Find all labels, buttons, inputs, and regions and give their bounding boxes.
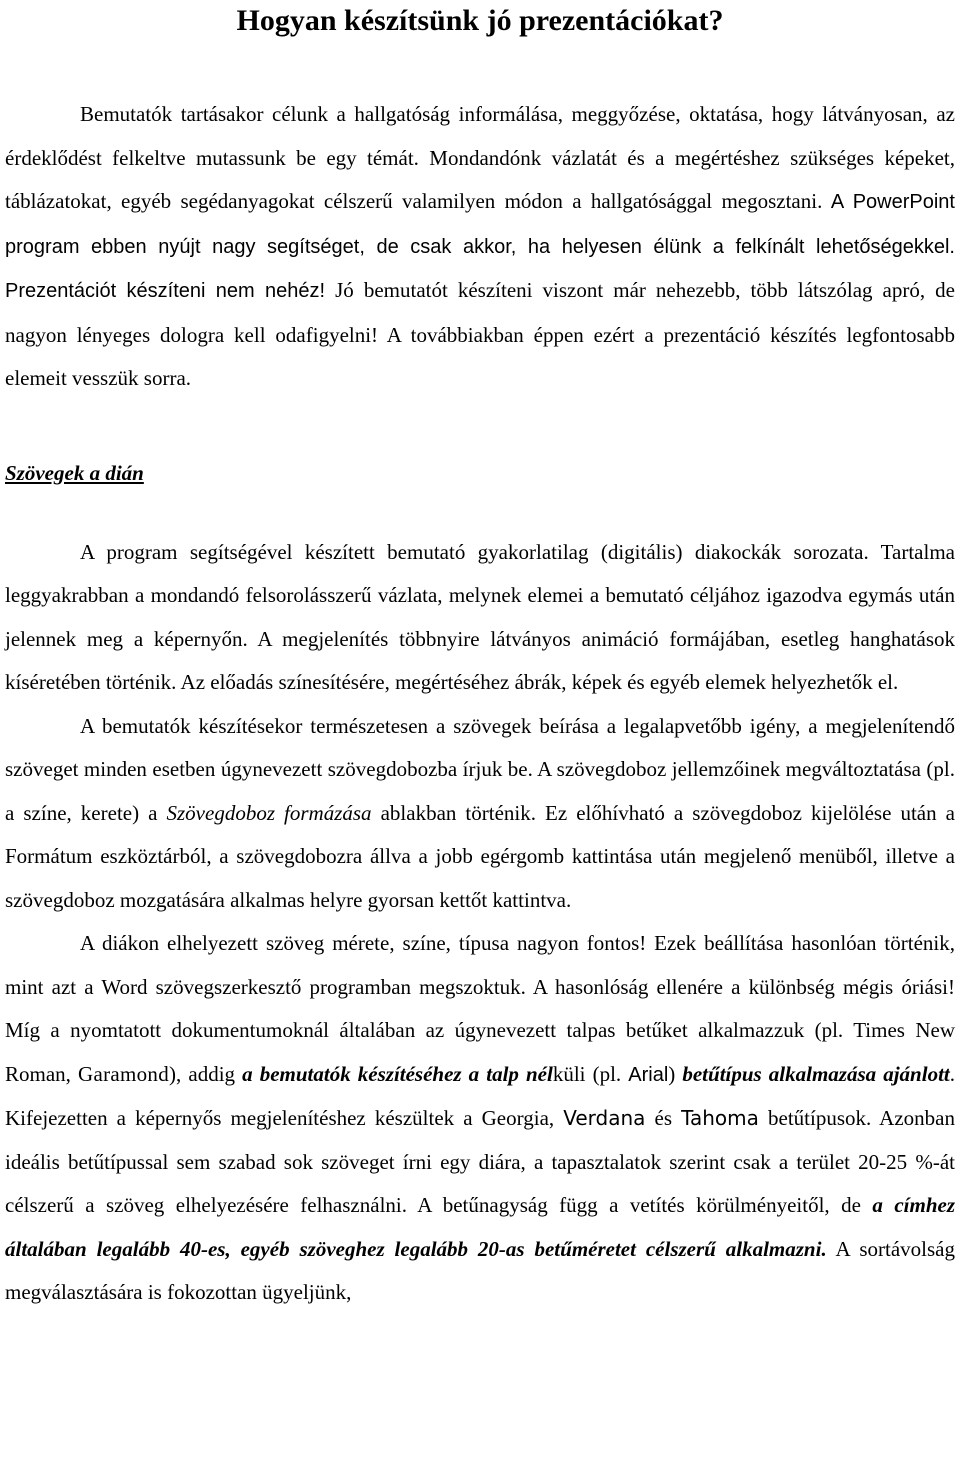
- document-page: [5, 0, 955, 1315]
- intro-text-3: Jó bemutatót készíteni viszont már nehezebb, több látszólag apró, de nagyon lényeges dologra kell odafigyelni! A továbbiakban éppen ezért a prezentáció készítés legfontosabb elemeit vesszük sorra.: [5, 278, 955, 390]
- section-heading: Szövegek a dián: [5, 460, 144, 485]
- font-sample-arial: Arial: [628, 1063, 669, 1086]
- intro-text-1: Bemutatók tartásakor célunk a hallgatóság informálása, meggyőzése, oktatása, hogy látványosan, az érdeklődést felkeltve mutassunk be egy témát. Mondandónk vázlatát és a megértéshez szükséges képeket, táblázatokat, egyéb segédanyagokat célszerű valamilyen módon a hallgatósággal megosztani.: [5, 102, 955, 213]
- section-paragraph-3: [5, 922, 955, 1315]
- section-paragraph-1: A program segítségével készített bemutató gyakorlatilag (digitális) diakockák sorozata. Tartalma leggyakrabban a mondandó felsorolásszerű vázlata, melynek elemei a bemutató céljához igazodva egymás után jelennek meg a képernyőn. A megjelenítés többnyire látványos animáció formájában, esetleg hanghatások kíséretében történik. Az előadás színesítésére, megértéséhez ábrák, képek és egyéb elemek helyezhetők el.: [5, 539, 955, 694]
- font-sample-tahoma: Tahoma: [681, 1106, 759, 1130]
- intro-text-2: A PowerPoint program ebben nyújt nagy segítséget, de csak akkor, ha helyesen élünk a felkínált lehetőségekkel. Prezentációt készíteni nem nehéz!: [5, 191, 955, 302]
- font-sample-verdana: Verdana: [563, 1106, 646, 1130]
- p3-bold-1: a bemutatók készítéséhez a talp nél: [242, 1061, 553, 1086]
- intro-paragraph: [5, 57, 955, 401]
- font-sample-garamond: Garamond: [78, 1061, 170, 1086]
- p3-text-6: és: [645, 1106, 682, 1130]
- p3-bold-2: betűtípus alkalmazása ajánlott: [682, 1061, 950, 1086]
- p3-text-2: ), addig: [169, 1061, 243, 1086]
- section-paragraph-2: [5, 705, 955, 923]
- p3-text-8: A sortávolság megválasztására is fokozottan ügyeljünk,: [5, 1236, 956, 1304]
- p3-text-3: küli (pl.: [552, 1061, 629, 1086]
- p3-text-7: betűtípusok. Azonban ideális betűtípussal sem szabad sok szöveget írni egy diára, a tapasztalatok szerint csak a terület 20-25 %-át célszerű a szöveg elhelyezésére felhasználni. A betűnagyság függ a vetítés körülményeitől, de: [5, 1106, 955, 1217]
- p3-bold-3: a címhez általában legalább 40-es, egyéb szöveghez legalább 20-as betűméretet célszerű alkalmazni.: [5, 1193, 955, 1261]
- p2-text-a: A bemutatók készítésekor természetesen a szövegek beírása a legalapvetőbb igény, a megjelenítendő szöveget minden esetben úgynevezett szövegdobozba írjuk be. A szövegdoboz jellemzőinek megváltoztatása (pl. a színe, kerete) a: [5, 713, 955, 825]
- p2-italic-term: Szövegdoboz formázása: [166, 800, 372, 825]
- p3-text-1: A diákon elhelyezett szöveg mérete, színe, típusa nagyon fontos! Ezek beállítása hasonlóan történik, mint azt a Word szövegszerkesztő programban megszoktuk. A hasonlóság ellenére a különbség mégis óriási! Míg a nyomtatott dokumentumoknál általában az úgynevezett talpas betűket alkalmazzuk (pl. Times New Roman,: [5, 931, 955, 1086]
- document-title: Hogyan készítsünk jó prezentációkat?: [236, 4, 724, 37]
- p3-text-4: ): [668, 1061, 683, 1086]
- p2-text-b: ablakban történik. Ez előhívható a szövegdoboz kijelölése után a Formátum eszköztárból, a szövegdobozra állva a jobb egérgomb kattintása után megjelenő menüből, illetve a szövegdoboz mozgatására alkalmas helyre gyorsan kettőt kattintva.: [5, 800, 955, 912]
- p3-text-5: . Kifejezetten a képernyős megjelenítéshez készültek a Georgia,: [5, 1061, 955, 1130]
